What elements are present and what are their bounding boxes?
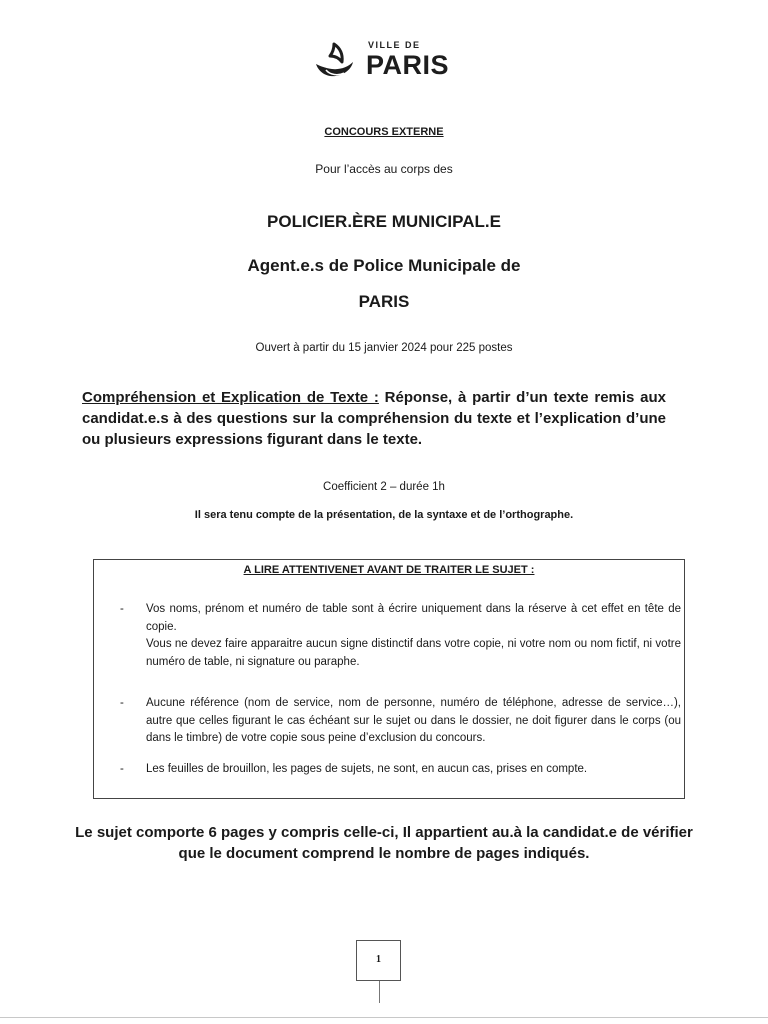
page-number-box [356, 940, 401, 981]
logo-paris-text: PARIS [366, 50, 450, 80]
concours-heading: CONCOURS EXTERNE [324, 126, 444, 138]
epreuve-label: Compréhension et Explication de Texte : [82, 389, 379, 406]
instructions-title: A LIRE ATTENTIVENET AVANT DE TRAITER LE SUJET : [243, 564, 535, 576]
opening-info: Ouvert à partir du 15 janvier 2024 pour 225 postes [255, 342, 513, 354]
instructions-box [93, 559, 685, 799]
bottom-rule [0, 1017, 768, 1018]
page-number: 1 [376, 954, 381, 965]
instruction-text: Aucune référence (nom de service, nom de personne, numéro de téléphone, adresse de service…), autre que celles figurant le cas échéant sur le sujet ou dans le dossier, ne doit figurer dans le corps (ou dans le timbre) de votre copie sous peine d’exclusion du concours. [146, 697, 681, 744]
corps-title: POLICIER.ÈRE MUNICIPAL.E [267, 212, 501, 231]
grading-note: Il sera tenu compte de la présentation, de la syntaxe et de l’orthographe. [194, 509, 574, 521]
coefficient-duration: Coefficient 2 – durée 1h [323, 481, 445, 493]
page-count-note: Le sujet comporte 6 pages y compris celle-ci, Il appartient au.à la candidat.e de vérifier que le document comprend le nombre de pages indiqués. [75, 824, 693, 862]
acces-subtitle: Pour l’accès au corps des [315, 162, 453, 176]
epreuve-text: Réponse, à partir d’un texte remis aux candidat.e.s à des questions sur la compréhension du texte et l’explication d’une ou plusieurs expressions figurant dans le texte. [82, 389, 666, 448]
city-title: PARIS [358, 292, 410, 311]
page-number-tick [379, 981, 380, 1003]
bullet-dash: - [120, 697, 124, 709]
bullet-dash: - [120, 603, 124, 615]
instruction-text: Vos noms, prénom et numéro de table sont à écrire uniquement dans la réserve à cet effet en tête de copie. [146, 603, 681, 633]
instruction-text: Vous ne devez faire apparaitre aucun signe distinctif dans votre copie, ni votre nom ou nom fictif, ni votre numéro de table, ni signature ou paraphe. [146, 638, 681, 668]
logo-ville-de-text: VILLE DE [368, 40, 421, 50]
instruction-text: Les feuilles de brouillon, les pages de sujets, ne sont, en aucun cas, prises en compte. [146, 763, 588, 775]
paris-ship-emblem-icon [312, 40, 358, 84]
bullet-dash: - [120, 763, 124, 775]
epreuve-description [82, 387, 666, 450]
ville-de-paris-logo [312, 38, 462, 86]
agent-title: Agent.e.s de Police Municipale de [247, 256, 521, 275]
